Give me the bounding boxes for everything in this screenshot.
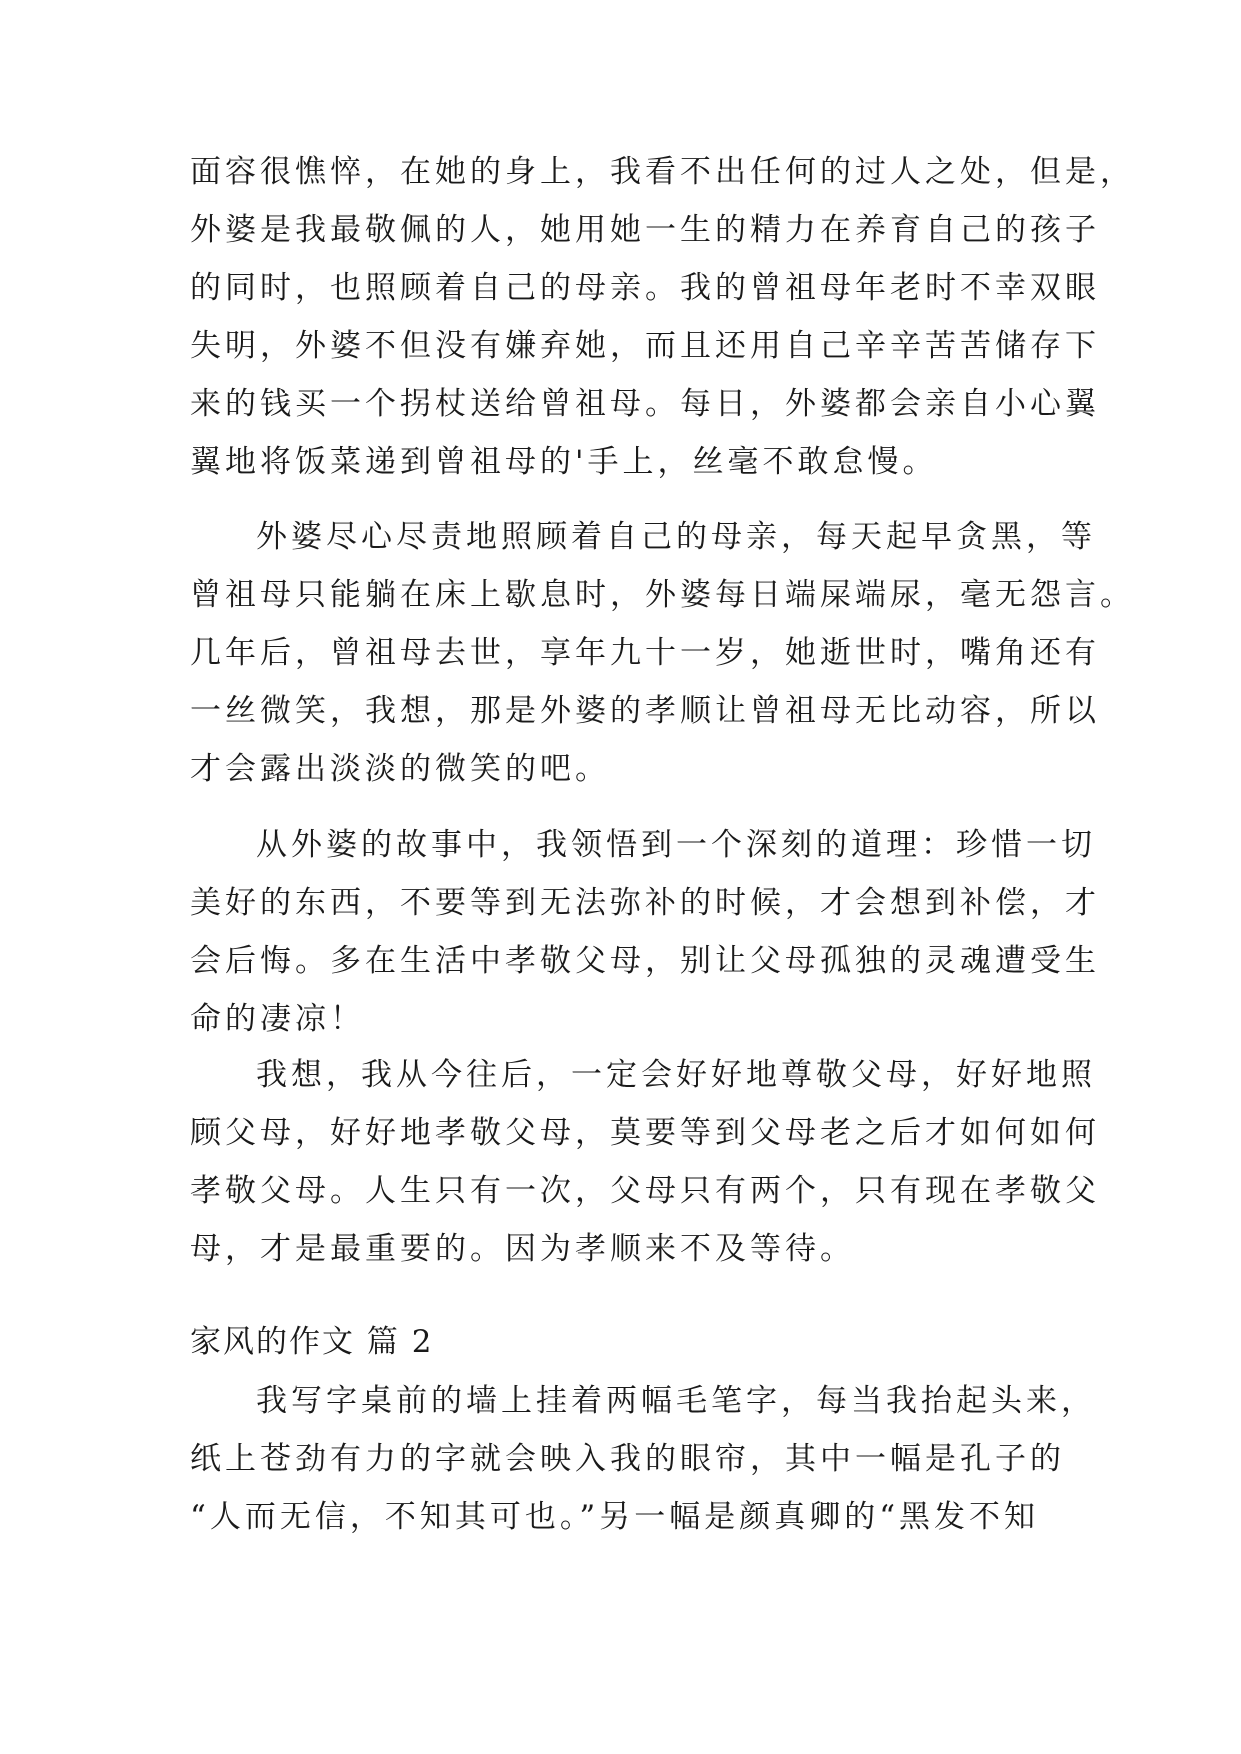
text-line: 曾祖母只能躺在床上歇息时，外婆每日端屎端尿，毫无怨言。	[190, 577, 1135, 613]
text-line: 顾父母，好好地孝敬父母，莫要等到父母老之后才如何如何	[190, 1115, 1100, 1151]
text-line: 几年后，曾祖母去世，享年九十一岁，她逝世时，嘴角还有	[190, 635, 1100, 671]
text-line: 才会露出淡淡的微笑的吧。	[190, 751, 610, 787]
paragraph-first-line: 从外婆的故事中，我领悟到一个深刻的道理：珍惜一切	[256, 827, 1096, 863]
text-line: 一丝微笑，我想，那是外婆的孝顺让曾祖母无比动容，所以	[190, 693, 1100, 729]
text-line: 的同时，也照顾着自己的母亲。我的曾祖母年老时不幸双眼	[190, 270, 1100, 306]
paragraph-first-line: 我想，我从今往后，一定会好好地尊敬父母，好好地照	[256, 1057, 1096, 1093]
text-line: 会后悔。多在生活中孝敬父母，别让父母孤独的灵魂遭受生	[190, 943, 1100, 979]
text-line: 失明，外婆不但没有嫌弃她，而且还用自己辛辛苦苦储存下	[190, 328, 1100, 364]
text-line: 翼地将饭菜递到曾祖母的'手上，丝毫不敢怠慢。	[190, 444, 938, 480]
text-line: 面容很憔悴，在她的身上，我看不出任何的过人之处，但是，	[190, 154, 1135, 190]
text-line: 纸上苍劲有力的字就会映入我的眼帘，其中一幅是孔子的	[190, 1441, 1065, 1477]
text-line: 母，才是最重要的。因为孝顺来不及等待。	[190, 1231, 855, 1267]
section-heading: 家风的作文 篇 2	[190, 1324, 434, 1360]
text-line: 美好的东西，不要等到无法弥补的时候，才会想到补偿，才	[190, 885, 1100, 921]
text-line: 外婆是我最敬佩的人，她用她一生的精力在养育自己的孩子	[190, 212, 1100, 248]
text-line: “人而无信，不知其可也。”另一幅是颜真卿的“黑发不知	[190, 1499, 1040, 1535]
paragraph-first-line: 外婆尽心尽责地照顾着自己的母亲，每天起早贪黑，等	[256, 519, 1096, 555]
text-line: 来的钱买一个拐杖送给曾祖母。每日，外婆都会亲自小心翼	[190, 386, 1100, 422]
text-line: 孝敬父母。人生只有一次，父母只有两个，只有现在孝敬父	[190, 1173, 1100, 1209]
text-line: 命的凄凉！	[190, 1001, 365, 1037]
paragraph-first-line: 我写字桌前的墙上挂着两幅毛笔字，每当我抬起头来，	[256, 1383, 1096, 1419]
